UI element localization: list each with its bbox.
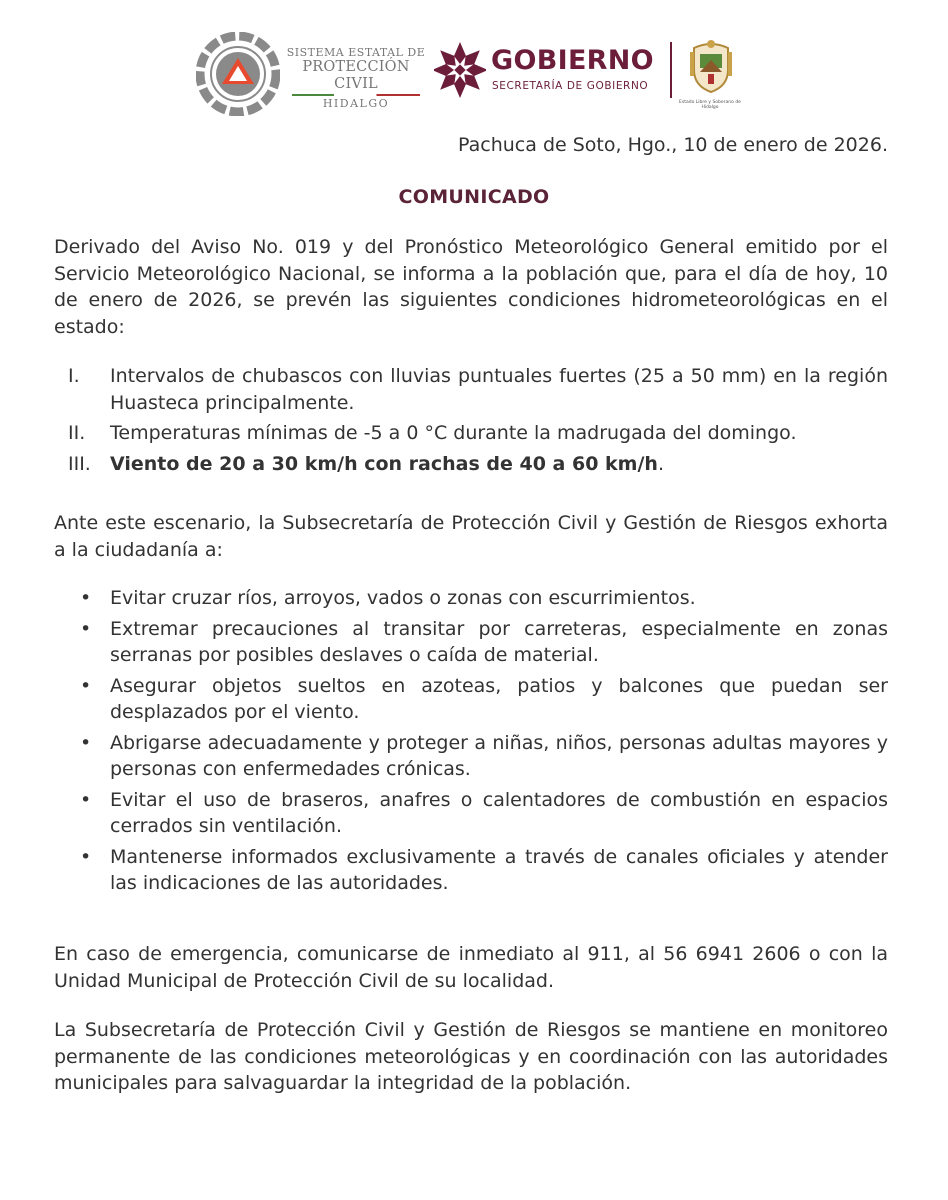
bullet-icon: • <box>80 617 92 640</box>
list-item <box>54 616 888 669</box>
emergency-paragraph: En caso de emergencia, comunicarse de inmediato al 911, al 56 6941 2606 o con la Unidad Municipal de Protección Civil de su localidad. <box>54 943 888 992</box>
list-item-text: Abrigarse adecuadamente y proteger a niñas, niños, personas adultas mayores y personas con enfermedades crónicas. <box>110 731 888 780</box>
list-item <box>54 420 888 447</box>
list-item-text: Viento de 20 a 30 km/h con rachas de 40 a 60 km/h <box>110 452 658 475</box>
bullet-icon: • <box>80 587 92 609</box>
list-item <box>54 673 888 726</box>
pc-line-2: PROTECCIÓN CIVIL <box>302 59 410 92</box>
list-item <box>54 844 888 897</box>
pc-line-1: SISTEMA ESTATAL DE <box>286 46 426 59</box>
list-item-text: Temperaturas mínimas de -5 a 0 °C durante la madrugada del domingo. <box>110 422 797 444</box>
list-item <box>54 730 888 783</box>
list-item <box>54 585 888 612</box>
list-item-text: Evitar cruzar ríos, arroyos, vados o zonas con escurrimientos. <box>110 587 696 609</box>
proteccion-civil-wordmark <box>286 46 426 110</box>
header-divider <box>670 42 672 98</box>
list-item-text: Asegurar objetos sueltos en azoteas, patios y balcones que puedan ser desplazados por el viento. <box>110 674 888 723</box>
closing-paragraph: La Subsecretaría de Protección Civil y Gestión de Riesgos se mantiene en monitoreo permanente de las condiciones meteorológicas y en coordinación con las autoridades municipales para salvaguardar la integridad de la población. <box>54 1019 888 1094</box>
list-item <box>54 451 888 478</box>
conditions-list <box>54 363 888 481</box>
crest-caption: Estado Libre y Soberano de Hidalgo <box>679 100 741 110</box>
exhort-paragraph: Ante este escenario, la Subsecretaría de Protección Civil y Gestión de Riesgos exhorta a la ciudadanía a: <box>54 512 888 561</box>
list-number: I. <box>68 365 80 387</box>
list-number: III. <box>68 452 91 475</box>
gobierno-star-icon <box>434 40 486 100</box>
intro-paragraph: Derivado del Aviso No. 019 y del Pronóstico Meteorológico General emitido por el Servicio Meteorológico Nacional, se informa a la población que, para el día de hoy, 10 de enero de 2026, se prevén las siguientes condiciones hidrometeorológicas en el estado: <box>54 236 888 338</box>
proteccion-civil-emblem-icon <box>196 32 280 116</box>
hidalgo-crest-icon <box>686 38 736 94</box>
document-title: COMUNICADO <box>398 186 550 208</box>
tricolor-rule <box>292 94 420 96</box>
document-date: Pachuca de Soto, Hgo., 10 de enero de 2026. <box>458 134 888 156</box>
bullet-icon: • <box>80 845 92 868</box>
gobierno-wordmark: GOBIERNO <box>491 45 654 76</box>
list-item-text: Extremar precauciones al transitar por carreteras, especialmente en zonas serranas por posibles deslaves o caída de material. <box>110 617 888 666</box>
list-item-text: Mantenerse informados exclusivamente a través de canales oficiales y atender las indicaciones de las autoridades. <box>110 845 888 894</box>
list-item <box>54 787 888 840</box>
bullet-icon: • <box>80 674 92 697</box>
bullet-icon: • <box>80 731 92 754</box>
list-item-suffix: . <box>657 452 664 475</box>
bullet-icon: • <box>80 788 92 811</box>
list-number: II. <box>68 422 86 444</box>
list-item <box>54 363 888 416</box>
secretaria-label: SECRETARÍA DE GOBIERNO <box>492 80 649 92</box>
letterhead <box>0 28 948 118</box>
pc-line-3: HIDALGO <box>322 97 390 110</box>
list-item-text: Evitar el uso de braseros, anafres o calentadores de combustión en espacios cerrados sin ventilación. <box>110 788 888 837</box>
list-item-text: Intervalos de chubascos con lluvias puntuales fuertes (25 a 50 mm) en la región Huasteca principalmente. <box>110 365 888 414</box>
recommendations-list <box>54 585 888 901</box>
